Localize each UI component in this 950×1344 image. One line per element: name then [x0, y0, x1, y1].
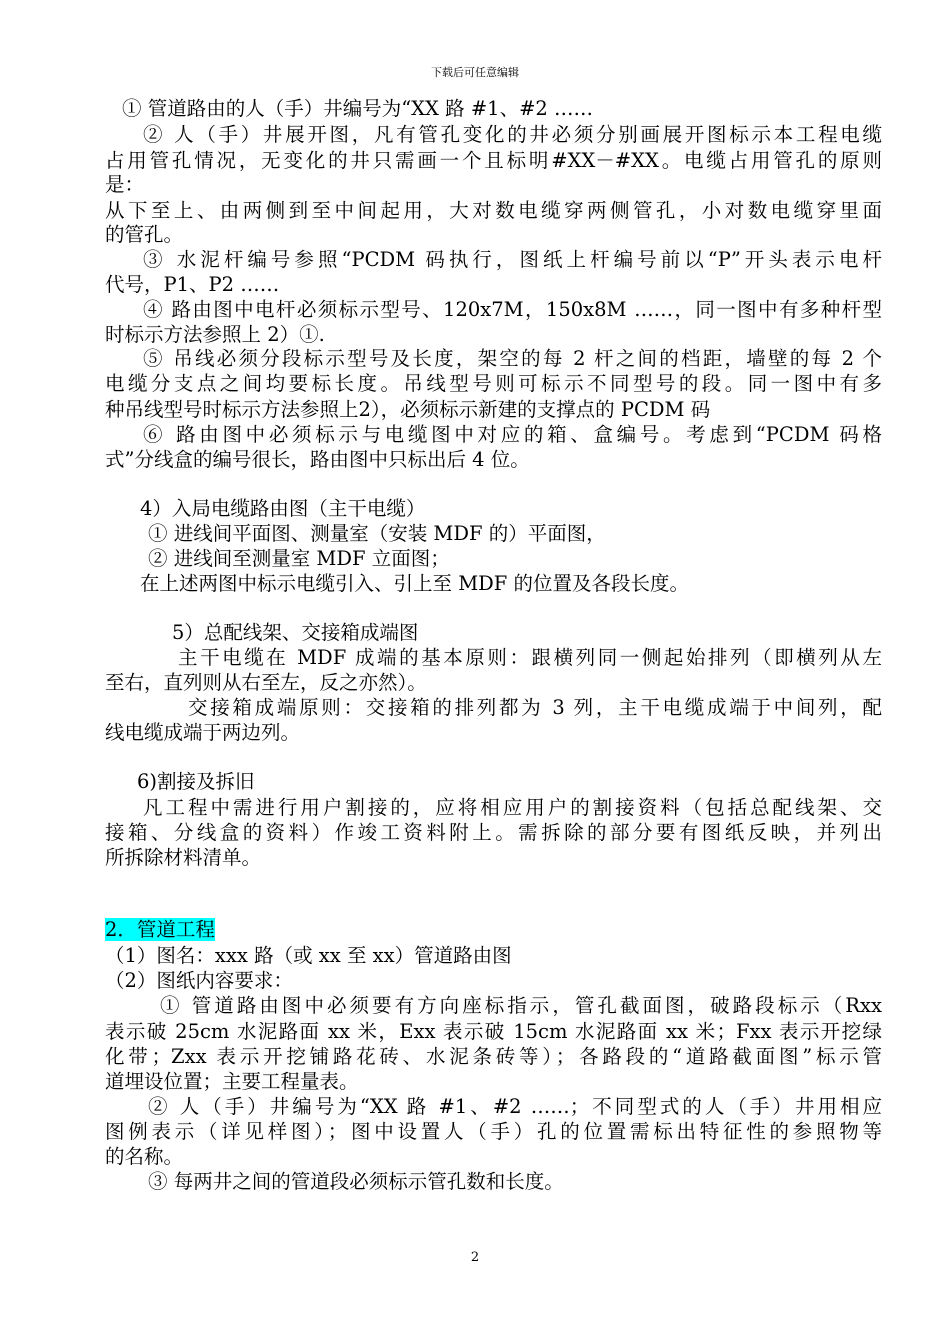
text-line: 线电缆成端于两边列。 — [105, 721, 301, 744]
text-line: 的管孔。 — [105, 223, 184, 246]
text-line: ⑤ 吊线必须分段标示型号及长度，架空的每 2 杆之间的档距，墙壁的每 2 个 — [143, 347, 882, 370]
text-line: ② 人（手）井编号为“XX 路 #1、#2 ……；不同型式的人（手）井用相应 — [148, 1095, 882, 1118]
text-line: ④ 路由图中电杆必须标示型号、120x7M，150x8M ……，同一图中有多种杆型 — [143, 298, 882, 321]
highlighted-heading: 2．管道工程 — [105, 918, 215, 941]
text-line: （1）图名：xxx 路（或 xx 至 xx）管道路由图 — [105, 944, 512, 967]
text-line: ③ 水泥杆编号参照“PCDM 码执行，图纸上杆编号前以“P”开头表示电杆 — [143, 248, 882, 271]
text-line: ① 管道路由的人（手）井编号为“XX 路 #1、#2 …… — [122, 97, 594, 120]
text-line: 交接箱成端原则：交接箱的排列都为 3 列，主干电缆成端于中间列，配 — [188, 696, 882, 719]
page-number: 2 — [470, 1250, 480, 1265]
section-heading: 4）入局电缆路由图（主干电缆） — [140, 497, 426, 520]
text-line: 的名称。 — [105, 1145, 184, 1168]
text-line: 至右，直列则从右至左，反之亦然）。 — [105, 671, 427, 694]
text-line: （2）图纸内容要求： — [105, 969, 293, 992]
text-line: 从下至上、由两侧到至中间起用，大对数电缆穿两侧管孔，小对数电缆穿里面 — [105, 199, 882, 222]
text-line: ⑥ 路由图中必须标示与电缆图中对应的箱、盒编号。考虑到“PCDM 码格 — [143, 423, 882, 446]
text-line: 图例表示（详见样图）；图中设置人（手）孔的位置需标出特征性的参照物等 — [105, 1120, 882, 1143]
text-line: ① 管道路由图中必须要有方向座标指示，管孔截面图，破路段标示（Rxx — [160, 994, 882, 1017]
text-line: 道埋设位置；主要工程量表。 — [105, 1070, 359, 1093]
text-line: 主干电缆在 MDF 成端的基本原则：跟横列同一侧起始排列（即横列从左 — [178, 646, 882, 669]
page-header: 下载后可任意编辑 — [431, 66, 519, 79]
text-line: 代号，P1、P2 …… — [105, 273, 280, 296]
text-line: 化带；Zxx 表示开挖铺路花砖、水泥条砖等）；各路段的“道路截面图”标示管 — [105, 1045, 882, 1068]
section-heading — [105, 917, 215, 943]
text-line: ② 人（手）井展开图，凡有管孔变化的井必须分别画展开图标示本工程电缆 — [143, 123, 882, 146]
text-line: 电缆分支点之间均要标长度。吊线型号则可标示不同型号的段。同一图中有多 — [105, 372, 882, 395]
text-line: 表示破 25cm 水泥路面 xx 米，Exx 表示破 15cm 水泥路面 xx 米；Fxx 表示开挖绿 — [105, 1020, 882, 1043]
text-line: ③ 每两井之间的管道段必须标示管孔数和长度。 — [148, 1170, 564, 1193]
text-line: 所拆除材料清单。 — [105, 846, 262, 869]
text-line: 接箱、分线盒的资料）作竣工资料附上。需拆除的部分要有图纸反映，并列出 — [105, 821, 882, 844]
text-line: 种吊线型号时标示方法参照上2），必须标示新建的支撑点的 PCDM 码 — [105, 398, 711, 421]
section-heading: 6)割接及拆旧 — [137, 770, 255, 793]
text-line: 式”分线盒的编号很长，路由图中只标出后 4 位。 — [105, 448, 530, 471]
text-line: ① 进线间平面图、测量室（安装 MDF 的）平面图， — [148, 522, 606, 545]
section-heading: 5）总配线架、交接箱成端图 — [172, 621, 419, 644]
text-line: 是： — [105, 173, 145, 196]
text-line: 时标示方法参照上 2）①. — [105, 323, 325, 346]
text-line: 凡工程中需进行用户割接的，应将相应用户的割接资料（包括总配线架、交 — [143, 796, 882, 819]
text-line: 占用管孔情况，无变化的井只需画一个且标明#XX－#XX。电缆占用管孔的原则 — [105, 149, 882, 172]
text-line: ② 进线间至测量室 MDF 立面图； — [148, 547, 450, 570]
text-line: 在上述两图中标示电缆引入、引上至 MDF 的位置及各段长度。 — [140, 572, 690, 595]
